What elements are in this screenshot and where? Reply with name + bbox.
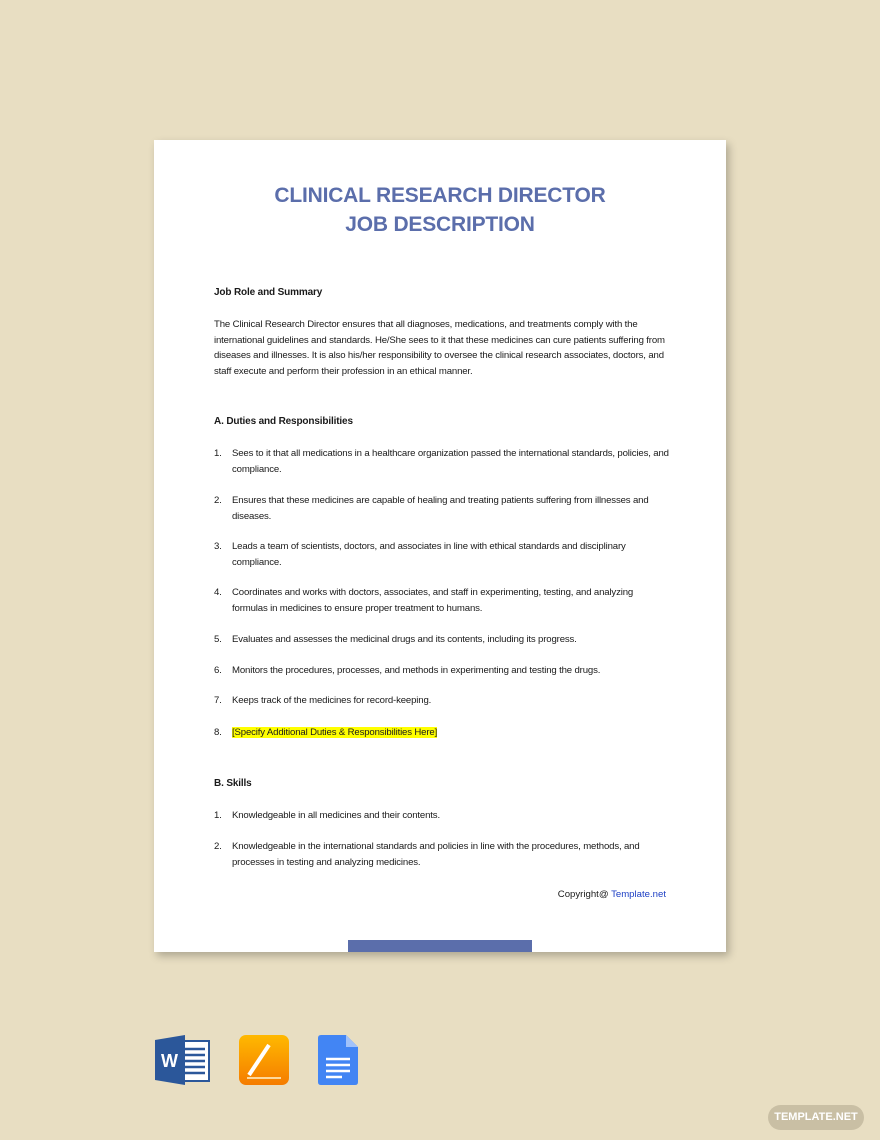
duty-item bbox=[214, 693, 669, 709]
footer-bar bbox=[348, 940, 532, 952]
document-page bbox=[154, 140, 726, 952]
item-number: 2. bbox=[214, 495, 222, 506]
duties-heading: A. Duties and Responsibilities bbox=[214, 416, 353, 427]
duty-item bbox=[214, 663, 669, 679]
title-line-2: JOB DESCRIPTION bbox=[345, 213, 535, 236]
svg-text:W: W bbox=[161, 1051, 178, 1071]
item-text: Monitors the procedures, processes, and methods in experimenting and testing the drugs. bbox=[232, 665, 601, 676]
item-number: 1. bbox=[214, 810, 222, 821]
duty-item bbox=[214, 446, 669, 477]
item-text: Sees to it that all medications in a healthcare organization passed the international standards, policies, and compliance. bbox=[232, 448, 669, 475]
skill-item bbox=[214, 808, 669, 824]
word-icon[interactable] bbox=[155, 1035, 211, 1090]
summary-text: The Clinical Research Director ensures that all diagnoses, medications, and treatments comply with the international guidelines and standards. He/She sees to it that these medicines can cure patients suffering from diseases and illnesses. It is also his/her responsibility to oversee the clinical research associates, doctors, and staff execute and perform their profession in an ethical manner. bbox=[214, 319, 665, 377]
google-docs-icon[interactable] bbox=[318, 1035, 358, 1090]
item-number: 1. bbox=[214, 448, 222, 459]
duty-item bbox=[214, 539, 669, 570]
item-number: 8. bbox=[214, 727, 222, 738]
item-text: Keeps track of the medicines for record-keeping. bbox=[232, 695, 432, 706]
item-text: Evaluates and assesses the medicinal drugs and its contents, including its progress. bbox=[232, 634, 577, 645]
item-number: 5. bbox=[214, 634, 222, 645]
duty-item bbox=[214, 632, 669, 648]
title-line-1: CLINICAL RESEARCH DIRECTOR bbox=[274, 184, 606, 207]
item-number: 7. bbox=[214, 695, 222, 706]
duty-item bbox=[214, 585, 669, 616]
template-link[interactable]: Template.net bbox=[611, 889, 666, 900]
item-text: Knowledgeable in all medicines and their contents. bbox=[232, 810, 440, 821]
summary-heading: Job Role and Summary bbox=[214, 287, 323, 298]
skill-item bbox=[214, 839, 669, 870]
duty-item bbox=[214, 725, 669, 741]
item-number: 2. bbox=[214, 841, 222, 852]
item-text: Knowledgeable in the international standards and policies in line with the procedures, methods, and processes in testing and analyzing medicines. bbox=[232, 841, 640, 868]
copyright-label: Copyright@ bbox=[557, 889, 612, 900]
template-net-badge[interactable]: TEMPLATE.NET bbox=[768, 1105, 864, 1130]
item-number: 4. bbox=[214, 587, 222, 598]
pages-icon[interactable] bbox=[239, 1035, 289, 1090]
item-number: 3. bbox=[214, 541, 222, 552]
duty-item bbox=[214, 493, 669, 524]
copyright bbox=[558, 889, 666, 900]
item-number: 6. bbox=[214, 665, 222, 676]
item-text: Coordinates and works with doctors, associates, and staff in experimenting, testing, and analyzing formulas in medicines to ensure proper treatment to humans. bbox=[232, 587, 634, 614]
placeholder-highlight: [Specify Additional Duties & Responsibilities Here] bbox=[232, 727, 438, 738]
item-text: Ensures that these medicines are capable of healing and treating patients suffering from illnesses and diseases. bbox=[232, 495, 649, 522]
item-text: Leads a team of scientists, doctors, and associates in line with ethical standards and disciplinary compliance. bbox=[232, 541, 626, 568]
skills-heading: B. Skills bbox=[214, 778, 252, 789]
